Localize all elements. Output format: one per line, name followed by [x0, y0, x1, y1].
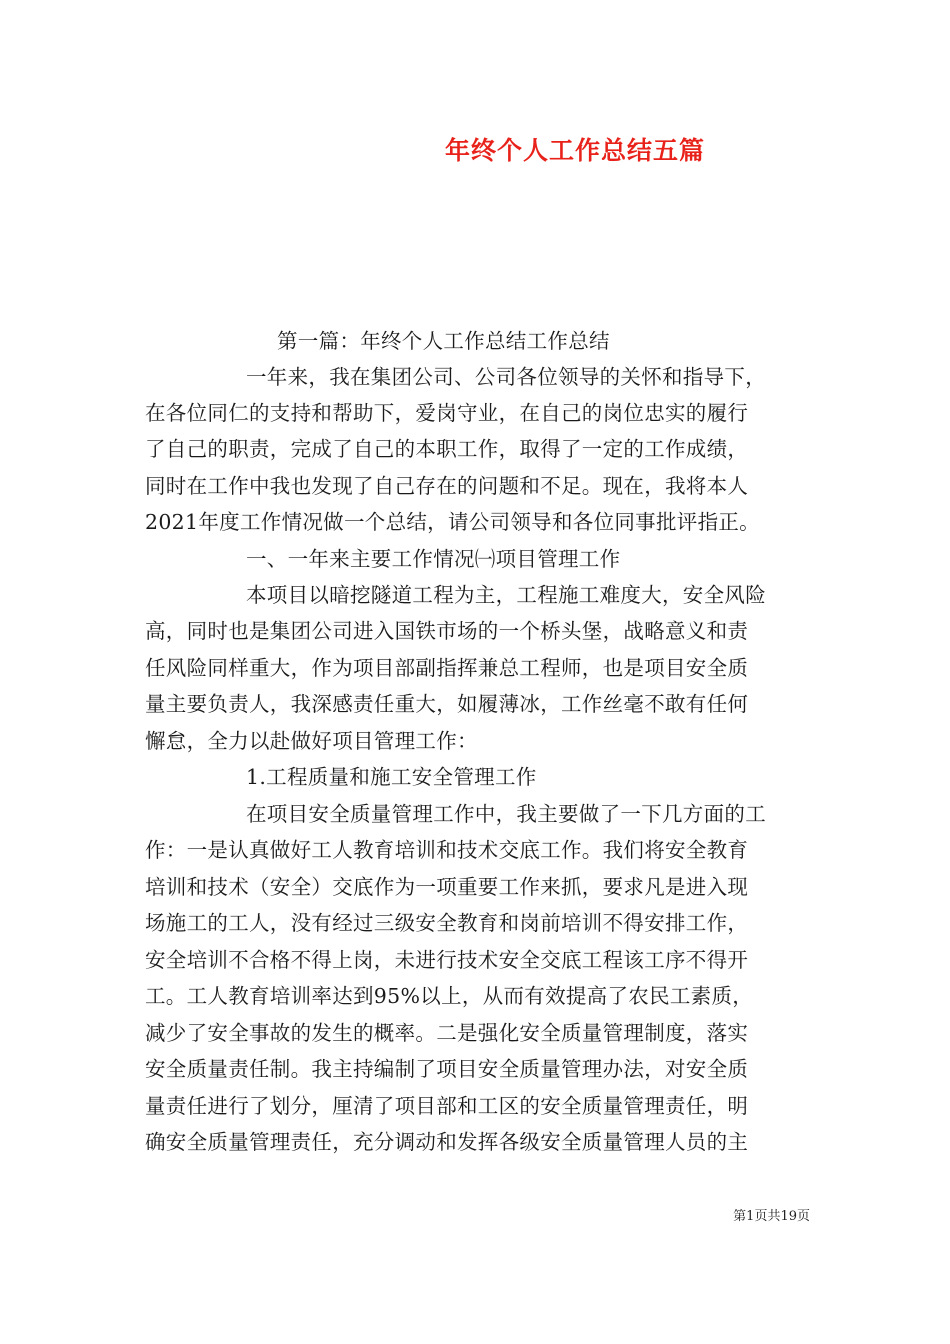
- paragraph-line: 作：一是认真做好工人教育培训和技术交底工作。我们将安全教育: [145, 838, 749, 862]
- subsection-heading: 一、一年来主要工作情况㈠项目管理工作: [246, 547, 621, 571]
- page-number: 第1页共19页: [733, 1209, 810, 1224]
- paragraph-line: 工。工人教育培训率达到95%以上，从而有效提高了农民工素质，: [145, 984, 754, 1008]
- paragraph-line: 在各位同仁的支持和帮助下，爱岗守业，在自己的岗位忠实的履行: [145, 401, 749, 425]
- paragraph-line: 了自己的职责，完成了自己的本职工作，取得了一定的工作成绩，: [145, 437, 749, 461]
- paragraph-line: 安全培训不合格不得上岗，未进行技术安全交底工程该工序不得开: [145, 948, 749, 972]
- paragraph-line: 同时在工作中我也发现了自己存在的问题和不足。现在，我将本人: [145, 474, 749, 498]
- document-title: [0, 131, 950, 167]
- paragraph-line: 量主要负责人，我深感责任重大，如履薄冰，工作丝毫不敢有任何: [145, 692, 749, 716]
- paragraph-line: 场施工的工人，没有经过三级安全教育和岗前培训不得安排工作，: [145, 911, 749, 935]
- numbered-heading: 1.工程质量和施工安全管理工作: [246, 765, 537, 789]
- paragraph-line: 一年来，我在集团公司、公司各位领导的关怀和指导下，: [246, 365, 766, 389]
- paragraph-line: 懈怠，全力以赴做好项目管理工作：: [145, 729, 478, 753]
- paragraph-line: 安全质量责任制。我主持编制了项目安全质量管理办法，对安全质: [145, 1057, 749, 1081]
- paragraph-line: 2021年度工作情况做一个总结，请公司领导和各位同事批评指正。: [145, 510, 760, 534]
- section-heading: 第一篇：年终个人工作总结工作总结: [277, 329, 610, 353]
- document-title-text: 年终个人工作总结五篇: [444, 136, 705, 165]
- paragraph-line: 培训和技术（安全）交底作为一项重要工作来抓，要求凡是进入现: [145, 875, 749, 899]
- paragraph-line: 任风险同样重大，作为项目部副指挥兼总工程师，也是项目安全质: [145, 656, 749, 680]
- paragraph-line: 高，同时也是集团公司进入国铁市场的一个桥头堡，战略意义和责: [145, 619, 749, 643]
- paragraph-line: 减少了安全事故的发生的概率。二是强化安全质量管理制度，落实: [145, 1021, 749, 1045]
- paragraph-line: 量责任进行了划分，厘清了项目部和工区的安全质量管理责任，明: [145, 1094, 749, 1118]
- paragraph-line: 本项目以暗挖隧道工程为主，工程施工难度大，安全风险: [246, 583, 766, 607]
- paragraph-line: 在项目安全质量管理工作中，我主要做了一下几方面的工: [246, 802, 766, 826]
- paragraph-line: 确安全质量管理责任，充分调动和发挥各级安全质量管理人员的主: [145, 1130, 749, 1154]
